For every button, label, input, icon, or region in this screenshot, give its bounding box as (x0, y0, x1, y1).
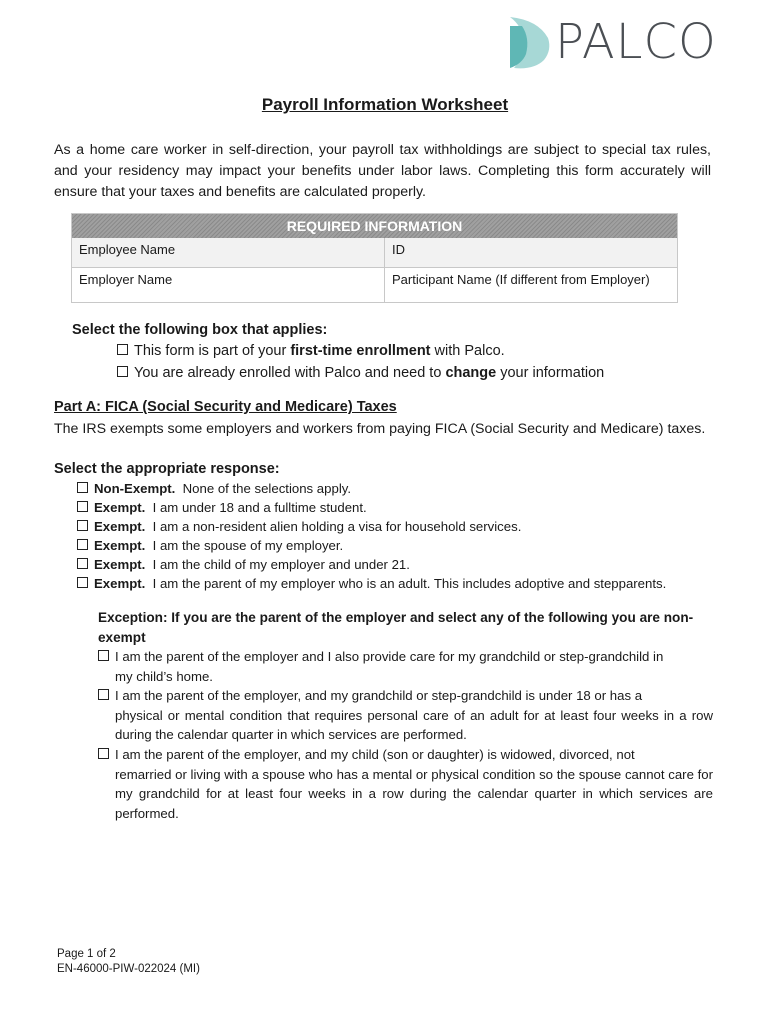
intro-paragraph: As a home care worker in self-direction, your payroll tax withholdings are subject to special tax rules, and your residency may impact your benefits under labor laws. Completing this form accurately will ensure that your taxes and benefits are calculated properly. (54, 142, 711, 200)
exception-heading: Exception: If you are the parent of the employer and select any of the following you are non-exempt (98, 610, 694, 645)
fica-checkbox[interactable] (77, 558, 88, 569)
page-footer (57, 947, 200, 977)
exception-option-grandchild-condition[interactable]: I am the parent of the employer, and my grandchild or step-grandchild is under 18 or has a physical or mental condition that requires personal care of an adult for at least four weeks in a row during the calendar quarter in which services are performed. (98, 686, 713, 745)
palco-logo-text: PALCO (555, 14, 717, 70)
first-time-enrollment-option[interactable]: This form is part of your first-time enrollment with Palco. (117, 343, 505, 359)
employer-name-label: Employer Name (79, 272, 173, 287)
part-a-description: The IRS exempts some employers and workers from paying FICA (Social Security and Medicare) taxes. (54, 421, 706, 437)
select-box-heading: Select the following box that applies: (72, 322, 328, 338)
exception-option-grandchild-care[interactable]: I am the parent of the employer and I also provide care for my grandchild or step-grandchild in my child’s home. (98, 647, 713, 686)
exception-checkbox[interactable] (98, 650, 109, 661)
fica-checkbox[interactable] (77, 539, 88, 550)
change-information-checkbox[interactable] (117, 366, 128, 377)
exception-option-widowed-child[interactable]: I am the parent of the employer, and my child (son or daughter) is widowed, divorced, not remarried or living with a spouse who has a mental or physical condition so the spouse cannot care for my grandchild for at least four weeks in a row during the calendar quarter in which services are performed. (98, 745, 713, 823)
fica-option-student[interactable]: Exempt. I am under 18 and a fulltime student. (77, 500, 367, 515)
fica-checkbox[interactable] (77, 577, 88, 588)
fica-option-non-exempt[interactable]: Non-Exempt. None of the selections apply. (77, 481, 351, 496)
required-info-table (71, 213, 678, 303)
fica-option-child[interactable]: Exempt. I am the child of my employer and under 21. (77, 557, 410, 572)
form-code: EN-46000-PIW-022024 (MI) (57, 963, 200, 975)
employee-name-field[interactable] (72, 238, 385, 268)
part-a-heading: Part A: FICA (Social Security and Medicare) Taxes (54, 399, 397, 415)
fica-option-parent[interactable]: Exempt. I am the parent of my employer who is an adult. This includes adoptive and stepparents. (77, 576, 666, 591)
exception-checkbox[interactable] (98, 748, 109, 759)
fica-checkbox[interactable] (77, 501, 88, 512)
participant-name-label: Participant Name (If different from Employer) (392, 272, 650, 287)
fica-checkbox[interactable] (77, 520, 88, 531)
fica-option-spouse[interactable]: Exempt. I am the spouse of my employer. (77, 538, 343, 553)
required-info-header: REQUIRED INFORMATION (72, 214, 677, 238)
palco-mark-icon (508, 14, 554, 70)
employer-name-field[interactable] (72, 268, 385, 302)
employee-name-label: Employee Name (79, 242, 176, 257)
first-time-enrollment-checkbox[interactable] (117, 344, 128, 355)
response-heading: Select the appropriate response: (54, 461, 280, 477)
id-field[interactable] (385, 238, 677, 268)
change-information-option[interactable]: You are already enrolled with Palco and need to change your information (117, 365, 604, 381)
page-title: Payroll Information Worksheet (261, 95, 509, 114)
participant-name-field[interactable] (385, 268, 677, 302)
exception-checkbox[interactable] (98, 689, 109, 700)
fica-checkbox[interactable] (77, 482, 88, 493)
fica-option-nonresident[interactable]: Exempt. I am a non-resident alien holding a visa for household services. (77, 519, 521, 534)
palco-logo (508, 14, 723, 70)
id-label: ID (392, 242, 405, 257)
page-number: Page 1 of 2 (57, 948, 116, 960)
